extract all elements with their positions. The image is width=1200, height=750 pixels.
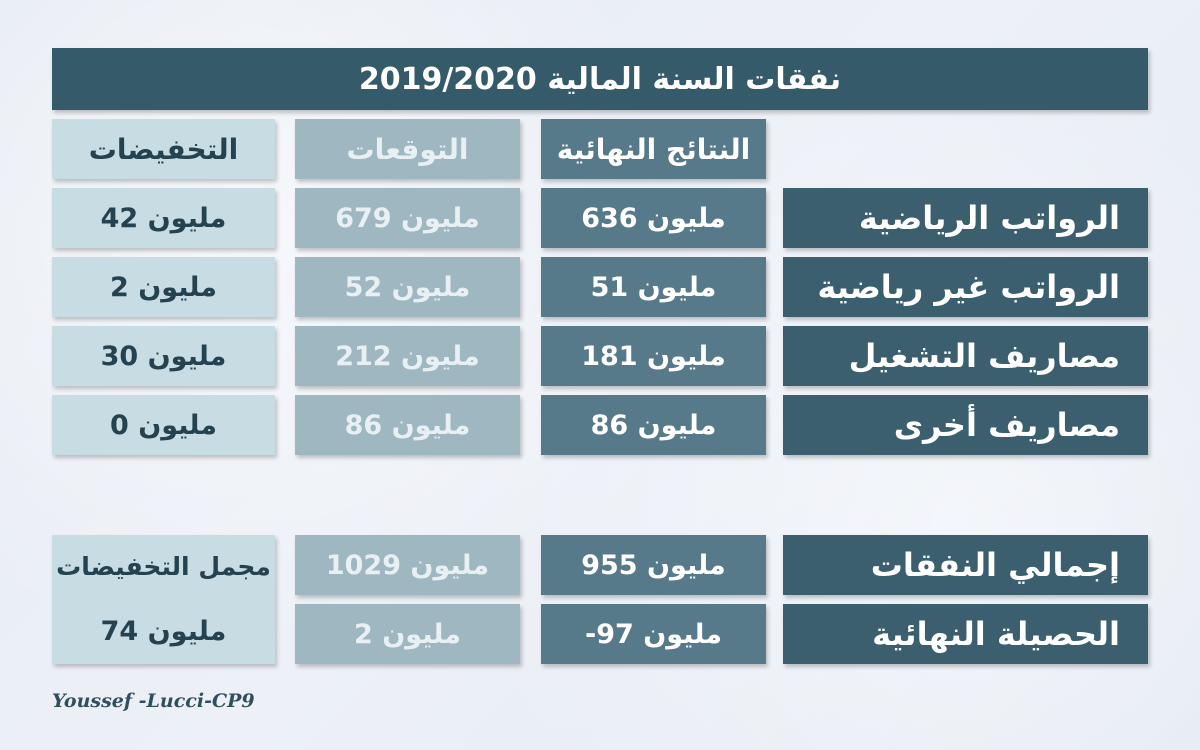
reduction-value: مليون 30 bbox=[52, 326, 275, 386]
row-label: الرواتب الرياضية bbox=[783, 188, 1148, 248]
final-value: مليون 636 bbox=[541, 188, 766, 248]
page-title bbox=[52, 48, 1148, 110]
total-label: الحصيلة النهائية bbox=[783, 604, 1148, 664]
header-final-results: النتائج النهائية bbox=[541, 119, 766, 179]
signature: Youssef -Lucci-CP9 bbox=[52, 690, 255, 712]
total-reductions-box bbox=[52, 535, 275, 664]
final-value: مليون 86 bbox=[541, 395, 766, 455]
total-reductions-value: مليون 74 bbox=[100, 615, 227, 647]
final-value: مليون 181 bbox=[541, 326, 766, 386]
total-reductions-label: مجمل التخفيضات bbox=[56, 552, 271, 582]
total-final-value: مليون 955 bbox=[541, 535, 766, 595]
final-value: مليون 51 bbox=[541, 257, 766, 317]
header-expectations: التوقعات bbox=[295, 119, 520, 179]
total-final-value: مليون 97- bbox=[541, 604, 766, 664]
row-label: مصاريف أخرى bbox=[783, 395, 1148, 455]
total-expected-value: مليون 1029 bbox=[295, 535, 520, 595]
reduction-value: مليون 42 bbox=[52, 188, 275, 248]
expected-value: مليون 86 bbox=[295, 395, 520, 455]
reduction-value: مليون 0 bbox=[52, 395, 275, 455]
expected-value: مليون 212 bbox=[295, 326, 520, 386]
total-expected-value: مليون 2 bbox=[295, 604, 520, 664]
expected-value: مليون 52 bbox=[295, 257, 520, 317]
header-reductions: التخفيضات bbox=[52, 119, 275, 179]
title-text: نفقات السنة المالية 2019/2020 bbox=[358, 61, 842, 97]
expected-value: مليون 679 bbox=[295, 188, 520, 248]
row-label: الرواتب غير رياضية bbox=[783, 257, 1148, 317]
total-label: إجمالي النفقات bbox=[783, 535, 1148, 595]
reduction-value: مليون 2 bbox=[52, 257, 275, 317]
row-label: مصاريف التشغيل bbox=[783, 326, 1148, 386]
